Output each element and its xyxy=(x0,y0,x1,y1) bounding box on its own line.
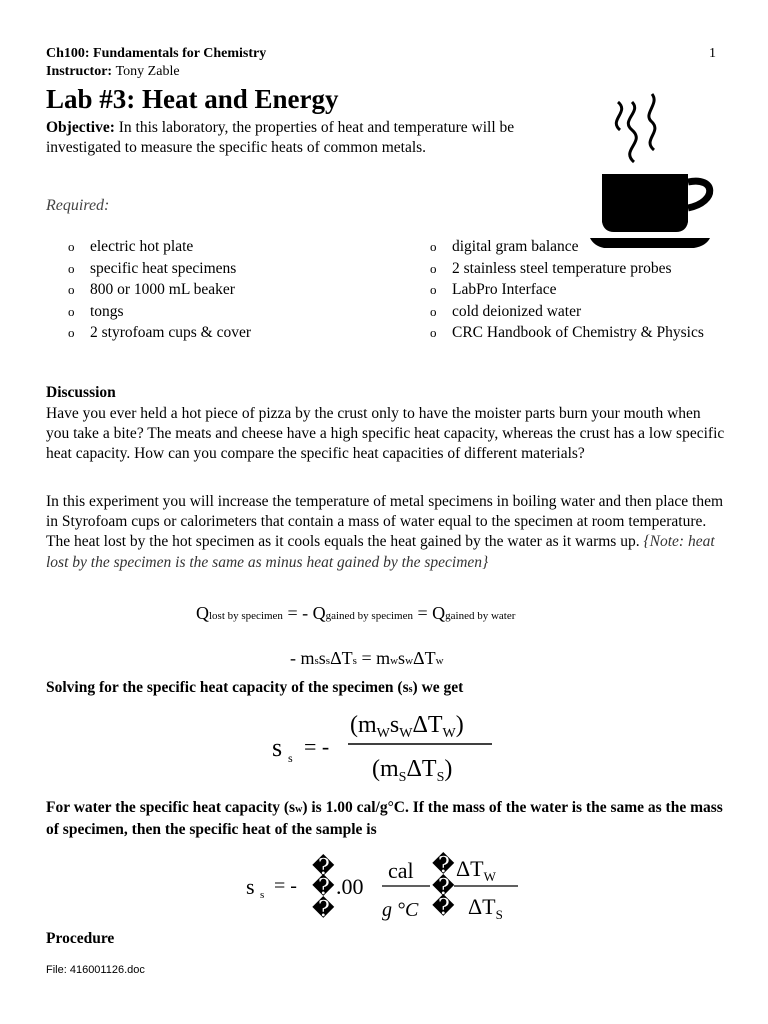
list-item xyxy=(430,279,720,301)
list-item xyxy=(68,258,388,280)
list-item xyxy=(430,301,720,323)
discussion-paragraph-1: Have you ever held a hot piece of pizza by the crust only to have the moister parts burn your mouth when you take a bite? The meats and cheese have a high specific heat capacity, whereas the crust has a low specific heat capacity. How can you compare the specific heat capacities of different materials? xyxy=(46,405,725,463)
water-text-b: ) is 1.00 cal/g°C. If the mass of the water is the same as the mass of specimen, then the specific heat of the sample is xyxy=(46,799,723,839)
mass-heat-equation xyxy=(290,648,444,669)
list-item-text: 800 or 1000 mL beaker xyxy=(90,281,235,299)
sample-specific-heat-equation xyxy=(244,850,534,926)
eq-subscript: lost by specimen xyxy=(209,610,283,622)
eq-number: .00 xyxy=(336,874,364,899)
instructor-label: Instructor: xyxy=(46,64,113,79)
instructor-name: Tony Zable xyxy=(115,64,180,79)
page-title: Lab #3: Heat and Energy xyxy=(46,84,339,114)
solving-text xyxy=(46,679,463,697)
eq-symbol: Q xyxy=(312,603,326,623)
eq-lhs: s xyxy=(246,874,255,899)
discussion-paragraph-2 xyxy=(46,492,726,573)
eq-subscript: gained by water xyxy=(445,610,516,622)
water-text-a: For water the specific heat capacity (s xyxy=(46,799,296,816)
solving-text-b: ) we get xyxy=(412,679,464,696)
eq-term: - m xyxy=(290,648,315,668)
objective-text: In this laboratory, the properties of heat and temperature will be investigated to measure the specific heats of common metals. xyxy=(46,119,515,156)
eq-subscript: s xyxy=(260,889,265,901)
eq-lhs: s xyxy=(272,733,283,762)
bullet-glyph: o xyxy=(430,282,437,298)
heat-balance-equation xyxy=(196,603,515,624)
bullet-glyph: o xyxy=(430,325,437,341)
list-item-text: specific heat specimens xyxy=(90,259,237,277)
list-item-text: CRC Handbook of Chemistry & Physics xyxy=(452,324,704,342)
bullet-glyph: o xyxy=(430,239,437,254)
missing-glyph: � xyxy=(432,874,455,899)
eq-subscript: w xyxy=(405,655,414,667)
eq-term: ΔT xyxy=(330,648,353,668)
list-item xyxy=(68,322,388,344)
bullet-glyph: o xyxy=(68,325,75,341)
procedure-heading: Procedure xyxy=(46,930,115,947)
file-footer: File: 416001126.doc xyxy=(46,964,145,976)
list-item xyxy=(430,236,720,258)
specific-heat-fraction-equation xyxy=(268,704,508,794)
missing-glyph: � xyxy=(312,874,335,899)
list-item xyxy=(68,236,388,258)
paragraph-text: In this experiment you will increase the temperature of metal specimens in boiling water and then place them in Styrofoam cups or calorimeters that contain a mass of water equal to the specimen at room temperature. The heat lost by the hot specimen as it cools equals the heat gained by the water as it warms up. xyxy=(46,493,724,551)
eq-numerator: $(m_Ws_W\Delta T_W)$ xyxy=(350,712,464,741)
eq-operator: = - xyxy=(282,603,313,623)
eq-subscript: w xyxy=(435,655,444,667)
eq-subscript: gained by specimen xyxy=(325,610,413,622)
eq-denominator: $(m_S\Delta T_S)$ xyxy=(372,756,453,785)
eq-subscript: s xyxy=(314,655,319,667)
required-label: Required: xyxy=(46,197,110,214)
bullet-glyph: o xyxy=(68,239,75,254)
bullet-glyph: o xyxy=(68,282,75,298)
list-item-text: tongs xyxy=(90,302,124,320)
eq-subscript: w xyxy=(390,655,399,667)
bullet-glyph: o xyxy=(430,303,437,319)
missing-glyph: � xyxy=(432,894,455,919)
eq-subscript: s xyxy=(288,751,293,765)
list-item-text: electric hot plate xyxy=(90,238,194,255)
missing-glyph: � xyxy=(312,896,335,921)
list-item-text: digital gram balance xyxy=(452,238,579,255)
missing-glyph: � xyxy=(312,854,335,879)
page-number: 1 xyxy=(709,46,716,61)
eq-operator: = - xyxy=(304,734,330,759)
required-list-right xyxy=(430,236,720,344)
missing-glyph: � xyxy=(432,852,455,877)
course-title: Ch100: Fundamentals for Chemistry xyxy=(46,46,267,61)
list-item-text: cold deionized water xyxy=(452,302,582,320)
eq-operator: = xyxy=(412,603,433,623)
discussion-heading: Discussion xyxy=(46,384,116,401)
paragraph-note: {Note: heat lost by the specimen is the same as minus heat gained by the specimen} xyxy=(46,533,715,571)
eq-term: ΔT xyxy=(413,648,436,668)
bullet-glyph: o xyxy=(68,260,75,276)
bullet-glyph: o xyxy=(430,260,437,276)
eq-cal: cal xyxy=(388,858,414,883)
list-item-text: 2 stainless steel temperature probes xyxy=(452,259,672,277)
solving-subscript: s xyxy=(408,684,413,695)
water-specific-heat-text xyxy=(46,798,726,840)
list-item xyxy=(430,322,720,344)
list-item xyxy=(430,258,720,280)
eq-subscript: s xyxy=(352,655,357,667)
eq-operator: = m xyxy=(356,648,391,668)
bullet-glyph: o xyxy=(68,303,75,319)
list-item xyxy=(68,279,388,301)
instructor-line xyxy=(46,64,180,80)
eq-term: s xyxy=(318,648,326,668)
eq-operator: = - xyxy=(274,875,297,897)
water-subscript: w xyxy=(295,804,303,815)
eq-symbol: Q xyxy=(432,603,446,623)
eq-symbol: Q xyxy=(196,603,209,623)
objective-paragraph xyxy=(46,118,556,158)
eq-term: s xyxy=(398,648,406,668)
eq-numerator: $\Delta T_W$ xyxy=(456,856,496,884)
required-list-left xyxy=(68,236,388,344)
objective-label: Objective: xyxy=(46,119,115,136)
list-item xyxy=(68,301,388,323)
eq-units: g °C xyxy=(382,899,419,921)
solving-text-a: Solving for the specific heat capacity of the specimen (s xyxy=(46,679,409,696)
list-item-text: 2 styrofoam cups & cover xyxy=(90,324,251,342)
eq-denominator: $\Delta T_S$ xyxy=(468,894,503,922)
list-item-text: LabPro Interface xyxy=(452,281,557,299)
eq-subscript: s xyxy=(325,655,331,667)
coffee-cup-icon xyxy=(590,90,720,252)
